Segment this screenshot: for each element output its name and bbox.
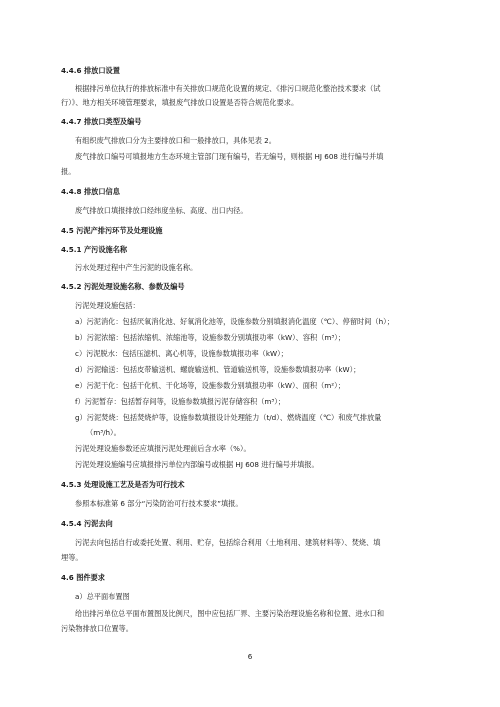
list-item-f: f）污泥暂存：包括暂存间等，设施参数填报污泥存储容积（m³）； [75, 397, 286, 406]
list-item-d: d）污泥输送：包括皮带输送机、螺旋输送机、管道输送机等，设施参数填报功率（kW）； [75, 365, 361, 374]
paragraph-line: 污水处理过程中产生污泥的设施名称。 [75, 263, 198, 272]
paragraph-line: 给出排污单位总平面布置图及比例尺，图中应包括厂界、主要污染治理设施名称和位置、进水口和 [75, 609, 385, 618]
list-item-e: e）污泥干化：包括干化机、干化场等，设施参数分别填报功率（kW）、面积（m²）； [75, 381, 345, 390]
paragraph-line: 污泥去向包括自行或委托处置、利用、贮存，包括综合利用（土地利用、建筑材料等）、焚烧、填 [75, 538, 381, 547]
paragraph-line: 报。 [61, 167, 76, 176]
heading-4-4-7: 4.4.7 排放口类型及编号 [61, 117, 142, 126]
paragraph-line: 污泥处理设施参数还应填报污泥处理前后含水率（%）。 [75, 444, 251, 453]
list-item-g: g）污泥焚烧：包括焚烧炉等，设施参数填报设计处理能力（t/d）、燃烧温度（℃）和废气排放量 [75, 413, 382, 422]
heading-4-5-3: 4.5.3 处理设施工艺及是否为可行技术 [61, 480, 185, 489]
paragraph-line: 污泥处理设施包括： [75, 301, 140, 310]
heading-4-5-2: 4.5.2 污泥处理设施名称、参数及编号 [61, 282, 185, 291]
paragraph-line: 埋等。 [61, 553, 83, 562]
heading-4-4-6: 4.4.6 排放口设置 [61, 66, 120, 75]
list-item-g-continuation: （m³/h）。 [86, 428, 121, 437]
heading-4-4-8: 4.4.8 排放口信息 [61, 187, 120, 196]
paragraph-line: 行）》、地方相关环境管理要求，填报废气排放口设置是否符合规范化要求。 [61, 98, 299, 107]
paragraph-line: 参照本标准第 6 部分“污染防治可行技术要求”填报。 [75, 499, 243, 508]
list-item-b: b）污泥浓缩：包括浓缩机、浓缩池等，设施参数分别填报功率（kW）、容积（m³）； [75, 333, 346, 342]
paragraph-line: 根据排污单位执行的排放标准中有关排放口规范化设置的规定、《排污口规范化整治技术要求（试 [75, 84, 381, 93]
paragraph-line: 废气排放口编号可填报地方生态环境主管部门现有编号，若无编号，则根据 HJ 608 进行编号并填 [75, 152, 384, 161]
page-number: 6 [247, 652, 253, 661]
paragraph-line: 污染物排放口位置等。 [61, 624, 133, 633]
heading-4-6: 4.6 图件要求 [61, 573, 105, 582]
paragraph-line: 污泥处理设施编号应填报排污单位内部编号或根据 HJ 608 进行编号并填报。 [75, 460, 319, 469]
list-item-c: c）污泥脱水：包括压滤机、离心机等，设施参数填报功率（kW）； [75, 349, 288, 358]
list-item-a: a）总平面布置图 [75, 592, 130, 601]
paragraph-line: 废气排放口填报排放口经纬度坐标、高度、出口内径。 [75, 206, 248, 215]
paragraph-line: 有组织废气排放口分为主要排放口和一般排放口，具体见表 2。 [75, 136, 276, 145]
heading-4-5: 4.5 污泥产排污环节及处理设施 [61, 226, 163, 235]
list-item-a: a）污泥消化：包括厌氧消化池、好氧消化池等，设施参数分别填报消化温度（℃）、停留时间（h）； [75, 317, 394, 326]
heading-4-5-1: 4.5.1 产污设施名称 [61, 245, 128, 254]
heading-4-5-4: 4.5.4 污泥去向 [61, 519, 113, 528]
